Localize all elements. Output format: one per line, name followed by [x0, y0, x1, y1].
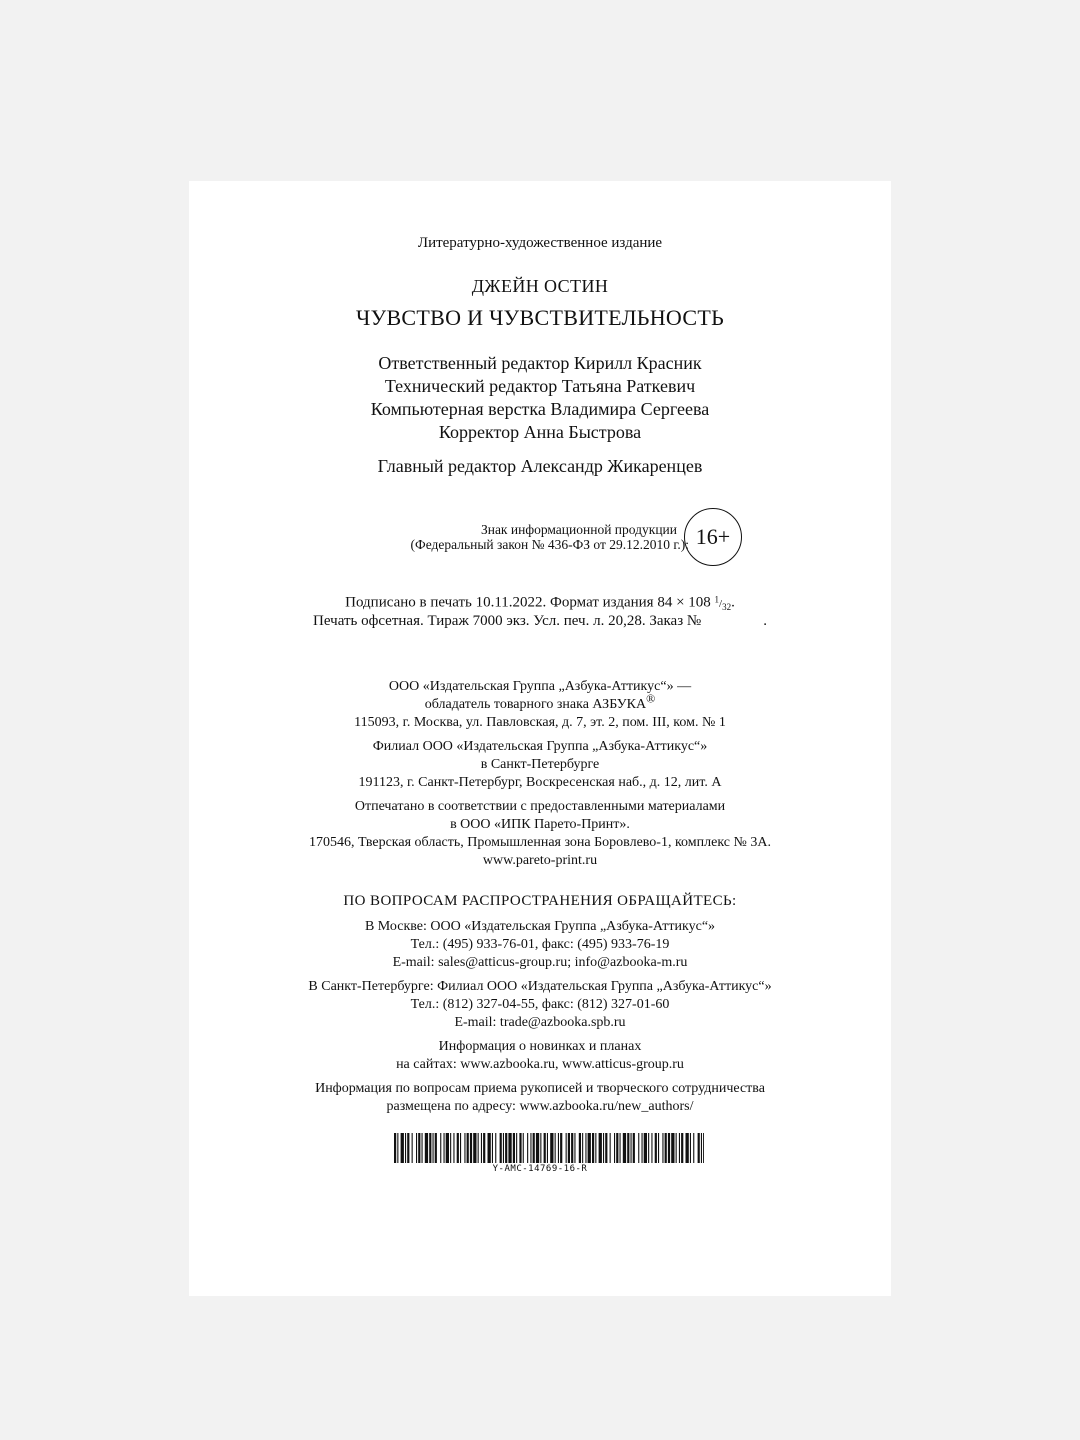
author-name: ДЖЕЙН ОСТИН [471, 276, 609, 296]
barcode-bar [668, 1133, 670, 1163]
barcode-bar [460, 1133, 461, 1163]
barcode-label: Y-AMC-14769-16-R [492, 1164, 588, 1174]
info-sign-line: Знак информационной продукции [480, 522, 677, 537]
barcode-bar [648, 1133, 649, 1163]
barcode-bar [530, 1133, 531, 1163]
barcode-bar [574, 1133, 575, 1163]
manuscripts-info: Информация по вопросам приема рукописей и творческого сотрудничества [315, 1081, 765, 1096]
barcode-bar [638, 1133, 639, 1163]
barcode-bar [595, 1133, 596, 1163]
barcode-bar [679, 1133, 680, 1163]
edition-type: Литературно-художественное издание [417, 235, 663, 251]
registered-mark: ® [646, 691, 656, 706]
barcode-bar [547, 1133, 548, 1163]
barcode-bar [481, 1133, 482, 1163]
imprint-page [189, 181, 891, 1296]
news-sites: на сайтах: www.azbooka.ru, www.atticus-group.ru [396, 1057, 684, 1072]
barcode-bar [394, 1133, 396, 1163]
print-order-text: Печать офсетная. Тираж 7000 экз. Усл. печ. л. 20,28. Заказ № [313, 613, 702, 629]
barcode-bar [516, 1133, 517, 1163]
barcode-bar [693, 1133, 694, 1163]
info-sign-law: (Федеральный закон № 436-ФЗ от 29.12.2010 г.): [410, 537, 689, 552]
barcode-bar [566, 1133, 567, 1163]
printer-line: Отпечатано в соответствии с предоставленными материалами [354, 799, 726, 814]
publisher-address: 115093, г. Москва, ул. Павловская, д. 7, эт. 2, пом. III, ком. № 1 [354, 715, 726, 730]
barcode-bar [397, 1133, 398, 1163]
news-info: Информация о новинках и планах [438, 1039, 642, 1054]
barcode-bar [642, 1133, 643, 1163]
barcode-bar [483, 1133, 485, 1163]
barcode-bar [605, 1133, 607, 1163]
barcode-bar [690, 1133, 691, 1163]
barcode-bar [658, 1133, 659, 1163]
barcode-bar [533, 1133, 535, 1163]
barcode-bar [651, 1133, 652, 1163]
barcode-bar [665, 1133, 667, 1163]
barcode-bar [585, 1133, 586, 1163]
barcode-bar [503, 1133, 504, 1163]
credit-line: Корректор Анна Быстрова [438, 422, 642, 442]
barcode-bar [473, 1133, 476, 1163]
barcode-bar [440, 1133, 441, 1163]
barcode-bar [540, 1133, 541, 1163]
barcode-bar [627, 1133, 629, 1163]
barcode-bar [523, 1133, 524, 1163]
barcode-bar [435, 1133, 437, 1163]
barcode-bar [467, 1133, 469, 1163]
barcode-bar [527, 1133, 528, 1163]
barcode-bar [701, 1133, 702, 1163]
barcode-bar [550, 1133, 553, 1163]
barcode-bar [544, 1133, 546, 1163]
chief-editor: Главный редактор Александр Жикаренцев [377, 456, 703, 476]
info-sign-text [359, 522, 689, 552]
barcode-bar [457, 1133, 459, 1163]
age-rating-label: 16+ [695, 524, 731, 549]
barcode-bar [433, 1133, 434, 1163]
barcode-bar [592, 1133, 594, 1163]
moscow-phone: Тел.: (495) 933-76-01, факс: (495) 933-76-19 [410, 937, 670, 952]
credit-line: Компьютерная верстка Владимира Сергеева [370, 399, 710, 419]
barcode-bar [623, 1133, 626, 1163]
barcode-bar [555, 1133, 556, 1163]
printer-address: 170546, Тверская область, Промышленная зона Боровлево-1, комплекс № 3А. [309, 835, 771, 850]
publisher-line: ООО «Издательская Группа „Азбука-Аттикус“» — [388, 679, 692, 694]
barcode-bar [412, 1133, 413, 1163]
barcode-bar [560, 1133, 562, 1163]
barcode-bar [655, 1133, 657, 1163]
barcode-bar [464, 1133, 465, 1163]
barcode-bar [662, 1133, 663, 1163]
barcode-bar [478, 1133, 479, 1163]
barcode-bar [492, 1133, 493, 1163]
barcode-bar [686, 1133, 689, 1163]
barcode-bar [582, 1133, 583, 1163]
barcode-bar [500, 1133, 502, 1163]
barcode-bar [416, 1133, 417, 1163]
spb-phone: Тел.: (812) 327-04-55, факс: (812) 327-01-60 [410, 997, 670, 1012]
spb-email: E-mail: trade@azbooka.spb.ru [454, 1015, 626, 1030]
barcode-bar [703, 1133, 704, 1163]
credit-line: Ответственный редактор Кирилл Красник [378, 353, 702, 373]
barcode-bar [470, 1133, 472, 1163]
printer-website: www.pareto-print.ru [482, 853, 598, 868]
barcode-bar [446, 1133, 449, 1163]
barcode-bar [571, 1133, 573, 1163]
barcode-bar [633, 1133, 635, 1163]
branch-line: Филиал ООО «Издательская Группа „Азбука-Аттикус“» [372, 739, 708, 754]
barcode-bar [508, 1133, 511, 1163]
print-order-line: Печать офсетная. Тираж 7000 экз. Усл. печ. л. 20,28. Заказ № . [313, 613, 767, 629]
barcode-bar [631, 1133, 632, 1163]
barcode-bar [579, 1133, 581, 1163]
barcode-bar [488, 1133, 491, 1163]
barcode-bar [620, 1133, 621, 1163]
barcode-bar [425, 1133, 428, 1163]
print-info-line: Подписано в печать 10.11.2022. Формат издания 84 × 108 $^1/_{32}$. [345, 594, 735, 612]
barcode-bar [558, 1133, 559, 1163]
barcode-bar [616, 1133, 618, 1163]
barcode-bar [671, 1133, 674, 1163]
barcode-bar [422, 1133, 423, 1163]
barcode-bar [676, 1133, 677, 1163]
printer-line: в ООО «ИПК Парето-Принт». [450, 817, 630, 832]
barcode-bar [519, 1133, 521, 1163]
barcode-bar [599, 1133, 602, 1163]
barcode-bar [453, 1133, 454, 1163]
barcode-bar [568, 1133, 570, 1163]
barcode-bar [401, 1133, 404, 1163]
barcode-bar [405, 1133, 406, 1163]
print-format-text: Подписано в печать 10.11.2022. Формат издания 84 × 108 [345, 594, 711, 611]
barcode-bar [407, 1133, 409, 1163]
barcode-bar [603, 1133, 604, 1163]
barcode-bar [614, 1133, 615, 1163]
credit-line: Технический редактор Татьяна Раткевич [384, 376, 696, 396]
barcode-bar [418, 1133, 420, 1163]
barcode-bar [588, 1133, 591, 1163]
barcode-bar [610, 1133, 611, 1163]
distribution-heading: ПО ВОПРОСАМ РАСПРОСТРАНЕНИЯ ОБРАЩАЙТЕСЬ: [343, 893, 737, 909]
branch-line: в Санкт-Петербурге [480, 757, 600, 772]
spb-contact: В Санкт-Петербурге: Филиал ООО «Издательская Группа „Азбука-Аттикус“» [308, 979, 772, 994]
barcode-bar [429, 1133, 431, 1163]
barcode-bar [495, 1133, 496, 1163]
barcode-bar [644, 1133, 647, 1163]
barcode-bar [681, 1133, 683, 1163]
barcode-bar [536, 1133, 539, 1163]
barcode-bar [513, 1133, 515, 1163]
barcode-bar [444, 1133, 445, 1163]
branch-address: 191123, г. Санкт-Петербург, Воскресенская наб., д. 12, лит. А [358, 775, 722, 790]
barcode-bar [505, 1133, 507, 1163]
manuscripts-address: размещена по адресу: www.azbooka.ru/new_authors/ [386, 1099, 694, 1114]
moscow-email: E-mail: sales@atticus-group.ru; info@azbooka-m.ru [392, 955, 688, 970]
age-rating-badge [684, 508, 742, 566]
book-title: ЧУВСТВО И ЧУВСТВИТЕЛЬНОСТЬ [355, 305, 725, 330]
barcode-bar [698, 1133, 700, 1163]
barcode-bar [450, 1133, 451, 1163]
publisher-trademark: обладатель товарного знака АЗБУКА® [424, 691, 656, 712]
barcode-icon [394, 1133, 704, 1163]
moscow-contact: В Москве: ООО «Издательская Группа „Азбука-Аттикус“» [364, 919, 716, 934]
format-fraction: $^1/_{32}$ [714, 594, 732, 612]
